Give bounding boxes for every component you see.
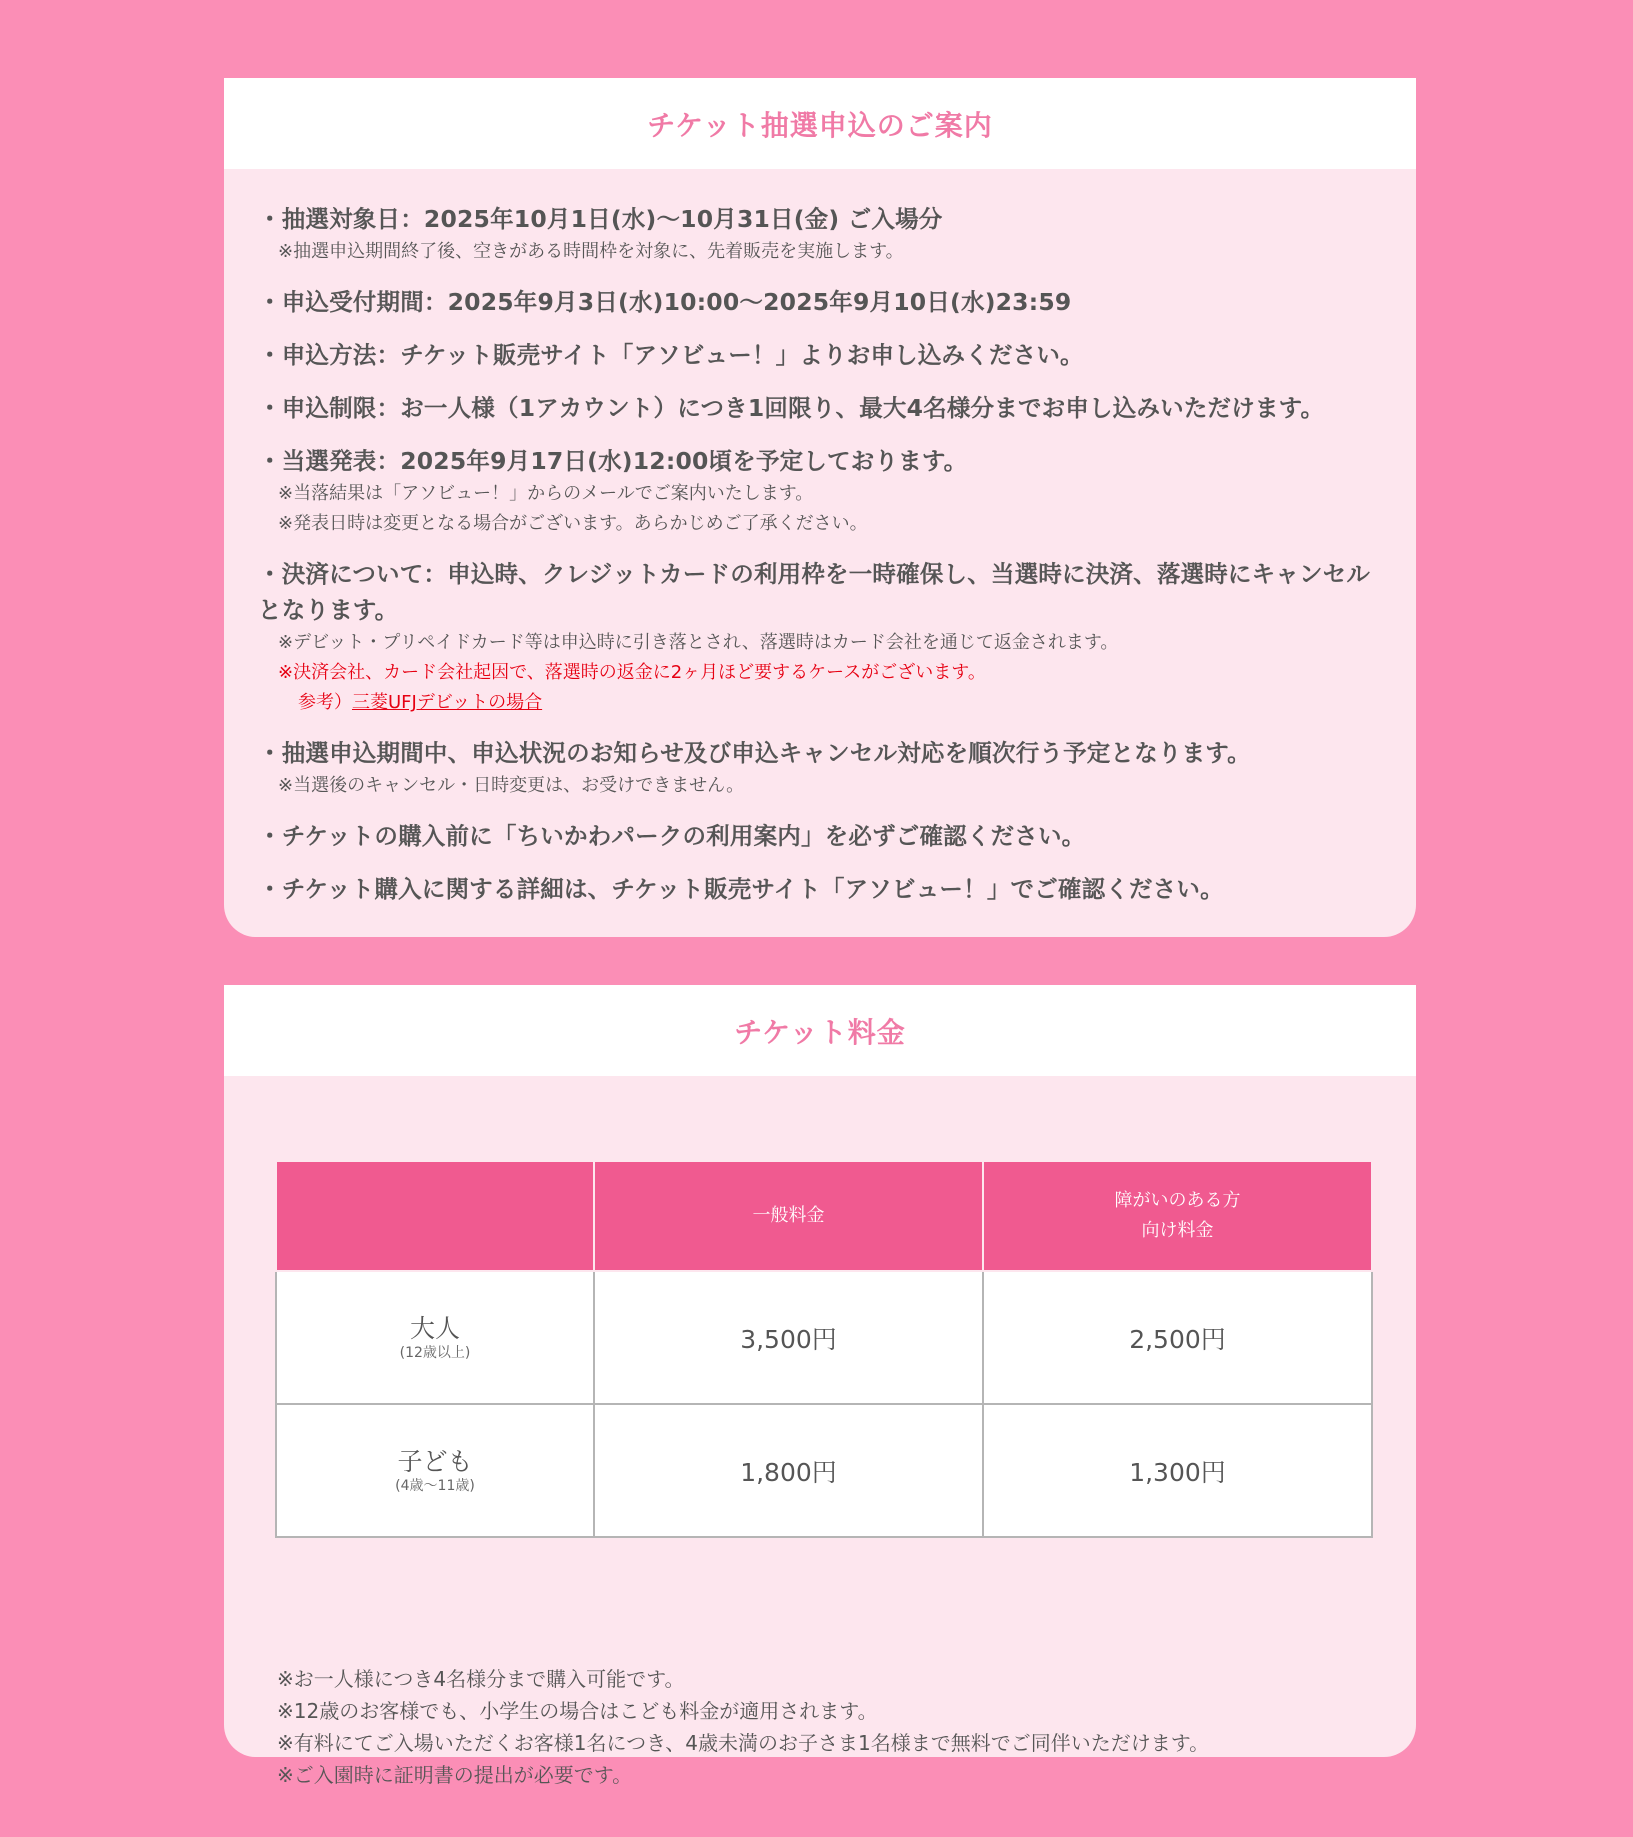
note-text: ※ご入園時に証明書の提出が必要です。: [277, 1763, 633, 1787]
table-row: [276, 1271, 1372, 1404]
lottery-info-header: [224, 78, 1416, 169]
mufg-debit-link[interactable]: 三菱UFJデビットの場合: [352, 692, 543, 713]
refund-warning: ※決済会社、カード会社起因で、落選時の返金に2ヶ月ほど要するケースがございます。: [278, 662, 986, 683]
ticket-price-card: [224, 985, 1416, 1787]
ticket-price-title: チケット料金: [734, 1015, 906, 1049]
application-period: ・申込受付期間：2025年9月3日(水)10:00〜2025年9月10日(水)23:59: [258, 288, 1072, 316]
list-item: [258, 818, 1380, 854]
list-item: [258, 284, 1380, 320]
payment-info: ・決済について：申込時、クレジットカードの利用枠を一時確保し、当選時に決済、落選時にキャンセルとなります。: [258, 560, 1371, 624]
category-age: (12歳以上): [399, 1344, 471, 1361]
list-item: [258, 871, 1380, 907]
lottery-info-body: [224, 169, 1416, 907]
list-item: [258, 337, 1380, 373]
note-text: ※当落結果は「アソビュー！」からのメールでご案内いたします。: [278, 483, 814, 504]
reference-prefix: 参考）: [298, 692, 352, 713]
ticket-price-body: [224, 1076, 1416, 1787]
list-item: [258, 390, 1380, 426]
list-item: [258, 735, 1380, 801]
lottery-info-card: [224, 78, 1416, 937]
lottery-info-title: チケット抽選申込のご案内: [647, 108, 993, 142]
note-text: ※12歳のお客様でも、小学生の場合はこども料金が適用されます。: [277, 1699, 878, 1723]
application-method: ・申込方法：チケット販売サイト「アソビュー！」よりお申し込みください。: [258, 341, 1084, 369]
price-disability: 1,300円: [983, 1404, 1372, 1537]
park-guide-notice: ・チケットの購入前に「ちいかわパークの利用案内」を必ずご確認ください。: [258, 822, 1086, 850]
price-general: 1,800円: [594, 1404, 983, 1537]
note-text: ※有料にてご入場いただくお客様1名につき、4歳未満のお子さま1名様まで無料でご同伴いただけます。: [277, 1731, 1210, 1755]
category-name: 大人: [409, 1313, 460, 1343]
list-item: [258, 201, 1380, 267]
category-cell: [276, 1404, 594, 1537]
price-notes: [277, 1663, 1209, 1791]
winner-announcement: ・当選発表：2025年9月17日(水)12:00頃を予定しております。: [258, 447, 968, 475]
ticket-price-header: [224, 985, 1416, 1076]
category-age: (4歳〜11歳): [395, 1477, 475, 1494]
list-item: [258, 443, 1380, 539]
price-disability: 2,500円: [983, 1271, 1372, 1404]
application-limit: ・申込制限：お一人様（1アカウント）につき1回限り、最大4名様分までお申し込みいただけます。: [258, 394, 1325, 422]
list-item: [258, 556, 1380, 718]
note-text: ※デビット・プリペイドカード等は申込時に引き落とされ、落選時はカード会社を通じて返金されます。: [278, 632, 1119, 653]
cancellation-info: ・抽選申込期間中、申込状況のお知らせ及び申込キャンセル対応を順次行う予定となります。: [258, 739, 1251, 767]
note-text: ※発表日時は変更となる場合がございます。あらかじめご了承ください。: [278, 513, 868, 534]
note-text: ※お一人様につき4名様分まで購入可能です。: [277, 1667, 685, 1691]
table-header-empty: [276, 1161, 594, 1271]
category-name: 子ども: [397, 1446, 473, 1476]
note-text: ※当選後のキャンセル・日時変更は、お受けできません。: [278, 775, 745, 796]
category-cell: [276, 1271, 594, 1404]
table-header-disability: [983, 1161, 1372, 1271]
price-table: [275, 1160, 1373, 1538]
header-line: 障がいのある方: [1114, 1190, 1241, 1211]
purchase-details-notice: ・チケット購入に関する詳細は、チケット販売サイト「アソビュー！」でご確認ください。: [258, 875, 1224, 903]
price-general: 3,500円: [594, 1271, 983, 1404]
table-header-row: [276, 1161, 1372, 1271]
lottery-target-dates: ・抽選対象日：2025年10月1日(水)〜10月31日(金) ご入場分: [258, 205, 943, 233]
table-header-general: 一般料金: [594, 1161, 983, 1271]
note-text: ※抽選申込期間終了後、空きがある時間枠を対象に、先着販売を実施します。: [278, 241, 904, 262]
table-row: [276, 1404, 1372, 1537]
header-line: 向け料金: [1141, 1220, 1214, 1241]
reference-line: [258, 688, 1380, 718]
